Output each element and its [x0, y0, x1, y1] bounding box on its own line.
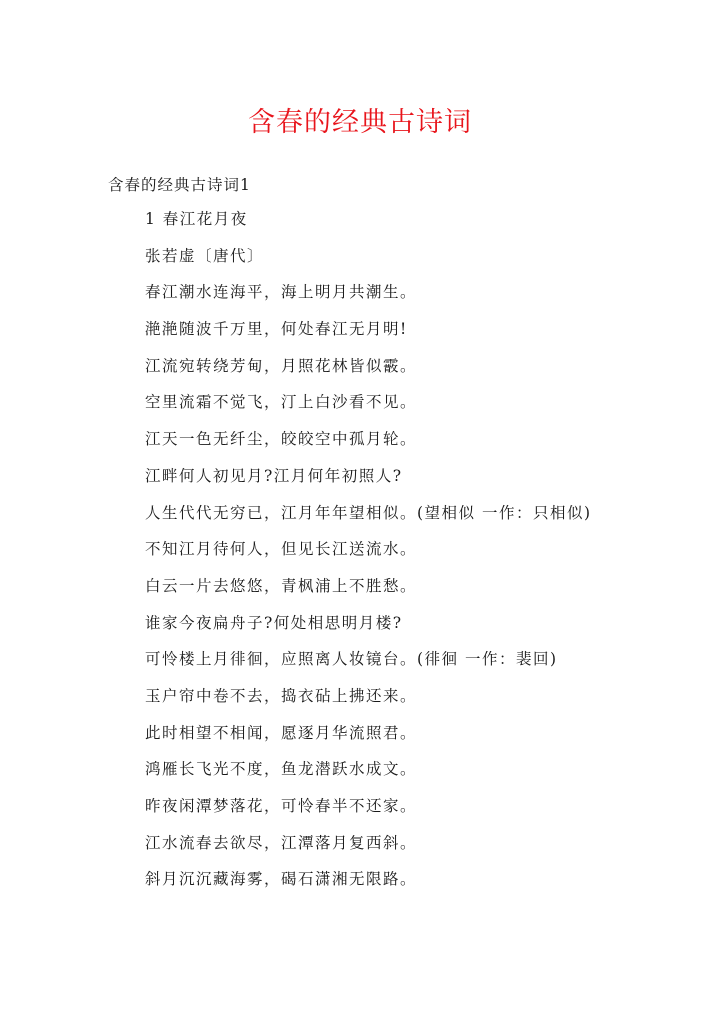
poem: [145, 210, 685, 907]
poem-line: 江畔何人初见月?江月何年初照人?: [145, 466, 403, 485]
poem-line: 鸿雁长飞光不度，鱼龙潜跃水成文。: [145, 760, 418, 779]
poem-line: 人生代代无穷已，江月年年望相似。(望相似 一作：只相似): [145, 503, 592, 522]
poem-line: 可怜楼上月徘徊，应照离人妆镜台。(徘徊 一作：裴回): [145, 650, 558, 669]
poem-line: 玉户帘中卷不去，捣衣砧上拂还来。: [145, 686, 418, 705]
poem-line: 春江潮水连海平，海上明月共潮生。: [145, 283, 418, 302]
poem-heading: 1 春江花月夜: [145, 210, 248, 228]
poem-line: 滟滟随波千万里，何处春江无月明!: [145, 320, 408, 339]
poem-line: 江水流春去欲尽，江潭落月复西斜。: [145, 833, 418, 852]
poem-line: 江流宛转绕芳甸，月照花林皆似霰。: [145, 356, 418, 375]
section-heading: 含春的经典古诗词1: [108, 176, 251, 194]
poem-line: 白云一片去悠悠，青枫浦上不胜愁。: [145, 576, 418, 595]
poem-line: 空里流霜不觉飞，汀上白沙看不见。: [145, 393, 418, 412]
poem-line: 江天一色无纤尘，皎皎空中孤月轮。: [145, 430, 418, 449]
poem-line: 不知江月待何人，但见长江送流水。: [145, 540, 418, 559]
poem-line: 谁家今夜扁舟子?何处相思明月楼?: [145, 613, 403, 632]
document-title: 含春的经典古诗词: [248, 107, 472, 138]
poem-line: 此时相望不相闻，愿逐月华流照君。: [145, 723, 418, 742]
poem-author: 张若虚〔唐代〕: [145, 246, 265, 265]
poem-line: 斜月沉沉藏海雾，碣石潇湘无限路。: [145, 870, 418, 889]
poem-line: 昨夜闲潭梦落花，可怜春半不还家。: [145, 797, 418, 815]
